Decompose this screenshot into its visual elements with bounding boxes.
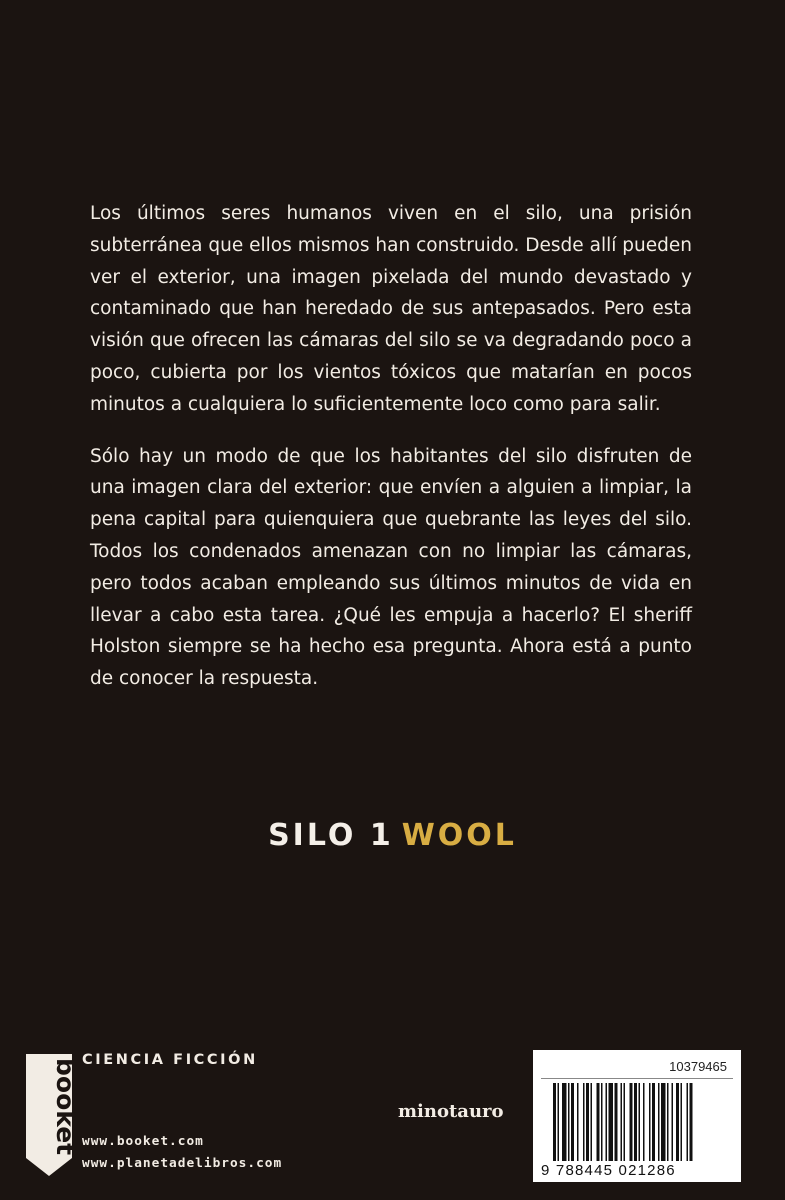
barcode-bar	[553, 1083, 556, 1161]
barcode-bar	[558, 1083, 560, 1161]
barcode-bar	[621, 1083, 623, 1161]
url-booket: www.booket.com	[82, 1134, 204, 1149]
barcode-bar	[586, 1083, 589, 1161]
barcode-bar	[652, 1083, 655, 1161]
barcode-bar	[658, 1083, 660, 1161]
booket-logo-icon	[26, 1054, 80, 1176]
logo-text: booket	[51, 1058, 80, 1156]
genre-label: CIENCIA FICCIÓN	[82, 1052, 258, 1068]
barcode	[533, 1050, 741, 1182]
barcode-bar	[661, 1083, 666, 1161]
barcode-bar	[609, 1083, 614, 1161]
barcode-divider	[541, 1078, 733, 1079]
website-links	[82, 1131, 282, 1175]
barcode-bar	[597, 1083, 600, 1161]
barcode-bar	[634, 1083, 637, 1161]
barcode-code: 10379465	[669, 1059, 727, 1074]
series-title	[0, 818, 785, 853]
barcode-bar	[583, 1083, 585, 1161]
publisher-name: minotauro	[398, 1101, 504, 1122]
barcode-bar	[624, 1083, 626, 1161]
barcode-bar	[571, 1083, 574, 1161]
barcode-bar	[649, 1083, 651, 1161]
barcode-bar	[690, 1083, 693, 1161]
back-cover-blurb	[90, 198, 692, 715]
barcode-bar	[562, 1083, 567, 1161]
barcode-bar	[639, 1083, 641, 1161]
barcode-bar	[643, 1083, 645, 1161]
barcode-bar	[591, 1083, 593, 1161]
barcode-bar	[615, 1083, 618, 1161]
barcode-bar	[630, 1083, 633, 1161]
barcode-bars-icon	[541, 1083, 733, 1163]
barcode-bar	[687, 1083, 689, 1161]
barcode-bar	[568, 1083, 570, 1161]
url-planeta: www.planetadelibros.com	[82, 1156, 283, 1171]
barcode-number: 9 788445 021286	[541, 1162, 676, 1179]
blurb-paragraph-2: Sólo hay un modo de que los habitantes del silo disfruten de una imagen clara del exterior: que envíen a alguien a limpiar, la pena capital para quienquiera que quebrante las leyes del silo. Todos los condenados amenazan con no limpiar las cámaras, pero todos acaban empleando sus últimos minutos de vida en llevar a cabo esta tarea. ¿Qué les empuja a hacerlo? El sheriff Holston siempre se ha hecho esa pregunta. Ahora está a punto de conocer la respuesta.	[90, 445, 692, 690]
series-name: SILO 1	[268, 818, 394, 853]
barcode-bar	[667, 1083, 669, 1161]
barcode-bar	[577, 1083, 579, 1161]
barcode-bar	[681, 1083, 683, 1161]
barcode-bar	[606, 1083, 608, 1161]
blurb-paragraph-1: Los últimos seres humanos viven en el silo, una prisión subterránea que ellos mismos han construido. Desde allí pueden ver el exterior, una imagen pixelada del mundo devastado y contaminado que han heredado de sus antepasados. Pero esta visión que ofrecen las cámaras del silo se va degradando poco a poco, cubierta por los vientos tóxicos que matarían en pocos minutos a cualquiera lo suficientemente loco como para salir.	[90, 203, 692, 415]
barcode-bar	[601, 1083, 603, 1161]
barcode-bar	[676, 1083, 679, 1161]
barcode-bar	[672, 1083, 674, 1161]
book-title: WOOL	[401, 818, 517, 853]
